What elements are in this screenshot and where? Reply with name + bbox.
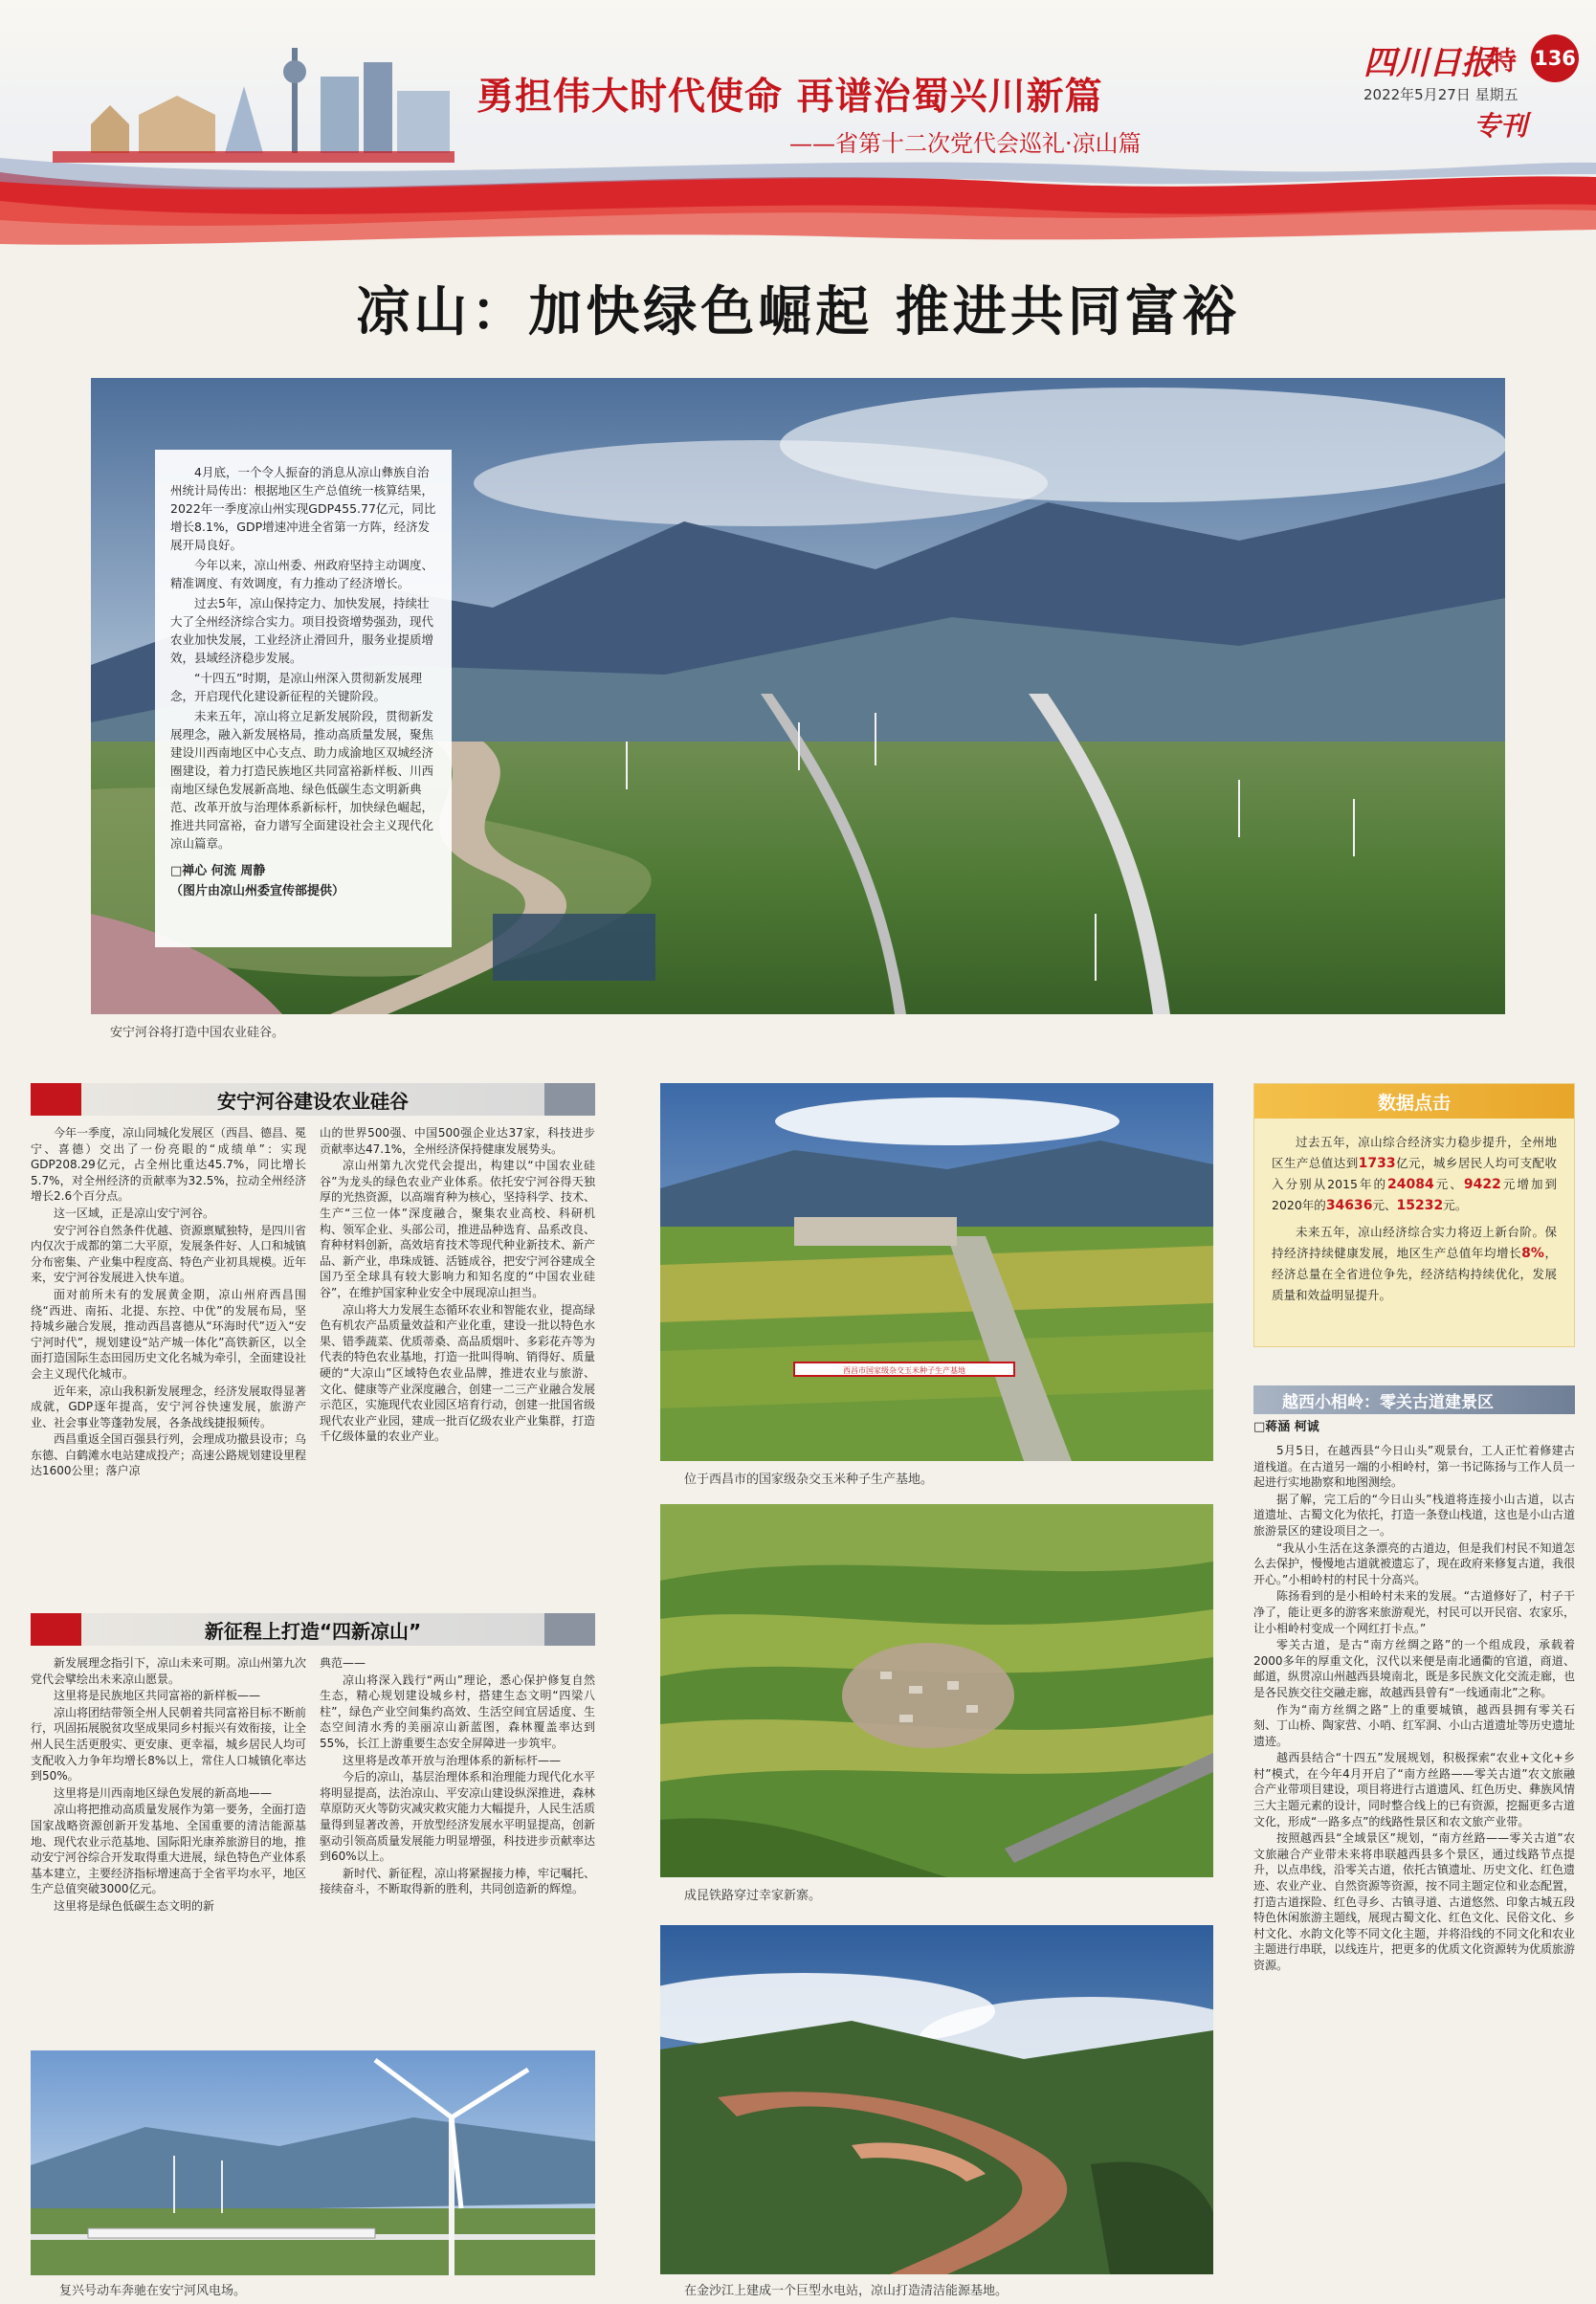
rail-caption: 成昆铁路穿过幸家新寨。 xyxy=(684,1889,822,1903)
paragraph: 安宁河谷自然条件优越、资源禀赋独特，是四川省内仅次于成都的第二大平原，发展条件好、人口和城镇分布密集、产业集中程度高、特色产业初具规模。近年来，安宁河谷发展进入快车道。 xyxy=(31,1223,306,1285)
special-label: 特 xyxy=(1491,47,1517,77)
text: 未来五年，凉山经济综合实力将迈上新台阶。保持经济持续健康发展，地区生产总值年均增长 xyxy=(1272,1225,1557,1260)
hydropower-photo xyxy=(660,1925,1213,2274)
paragraph: 西昌重返全国百强县行列，会理成功撤县设市；乌东德、白鹤滩水电站建成投产；高速公路规划建设里程达1600公里；落户凉 xyxy=(31,1432,306,1478)
paragraph: 山的世界500强、中国500强企业达37家，科技进步贡献率达47.1%，全州经济保持健康发展势头。 xyxy=(320,1126,595,1156)
intro-byline: □禅心 何流 周静 xyxy=(170,864,266,878)
article-column xyxy=(320,1125,595,1580)
data-panel-text xyxy=(1254,1119,1574,1320)
section-heading-yuexi: 越西小相岭：零关古道建景区 xyxy=(1253,1385,1575,1414)
wind-caption: 复兴号动车奔驰在安宁河风电场。 xyxy=(59,2284,247,2298)
paragraph: 新时代、新征程，凉山将紧握接力棒，牢记嘱托、接续奋斗，不断取得新的胜利，共同创造新的辉煌。 xyxy=(320,1866,595,1896)
paragraph: 近年来，凉山我积新发展理念，经济发展取得显著成就，GDP逐年提高，安宁河谷快速发展，旅游产业、社会事业等蓬勃发展，各条战线捷报频传。 xyxy=(31,1384,306,1429)
intro-paragraph: 今年以来，凉山州委、州政府坚持主动调度、精准调度、有效调度，有力推动了经济增长。 xyxy=(170,558,434,590)
field-sign-text: 西昌市国家级杂交玉米种子生产基地 xyxy=(843,1366,965,1375)
hero-caption: 安宁河谷将打造中国农业硅谷。 xyxy=(110,1026,285,1040)
seed-caption: 位于西昌市的国家级杂交玉米种子生产基地。 xyxy=(684,1473,934,1487)
intro-paragraph: 未来五年，凉山将立足新发展阶段，贯彻新发展理念，融入新发展格局，推动高质量发展，聚焦建设川西南地区中心支点、助力成渝地区双城经济圈建设，着力打造民族地区共同富裕新样板、川西南地区绿色发展新高地、绿色低碳生态文明新典范、改革开放与治理体系新标杆，加快绿色崛起，推进共同富裕，奋力谱写全面建设社会主义现代化凉山篇章。 xyxy=(170,709,434,851)
paragraph: 凉山州第九次党代会提出，构建以“中国农业硅谷”为龙头的绿色农业产业体系。依托安宁河谷得天独厚的光热资源，以高端育种为核心，坚持科学、技术、生产“三位一体”深度融合，聚集农业高校、科研机构、领军企业、头部公司，推进品种选育、品系改良、育种材料创新，高效培育技术等现代种业新技术、新产品、新产业，串珠成链、活链成谷，把安宁河谷建成全国乃至全球具有较大影响力和知名度的“中国农业硅谷”，在维护国家种业安全中展现凉山担当。 xyxy=(320,1159,595,1299)
paragraph: 零关古道，是古“南方丝绸之路”的一个组成段，承载着2000多年的厚重文化，汉代以来便是南北通衢的官道，商道、邮道，纵贯凉山州越西县境南北，既是多民族文化交流走廊，也是各民族交往交融走廊，故越西县曾有“一线通南北”之称。 xyxy=(1253,1638,1575,1699)
masthead-logo: 四川日报 xyxy=(1363,44,1494,82)
paragraph: 这里将是改革开放与治理体系的新标杆—— xyxy=(343,1753,562,1767)
paragraph: 凉山将深入践行“两山”理论，悉心保护修复自然生态，精心规划建设城乡村，搭建生态文明“四梁八柱”，绿色产业空间集约高效、生活空间宜居适度、生态空间清水秀的美丽凉山新蓝图，森林覆盖率达到55%，长江上游重要生态安全屏障进一步筑牢。 xyxy=(320,1673,595,1750)
text: 过去五年，凉山综合经济实力稳步提升，全州地区生产总值达到 xyxy=(1272,1135,1557,1170)
paragraph: 这里将是民族地区共同富裕的新样板—— xyxy=(54,1689,261,1703)
intro-paragraph: “十四五”时期，是凉山州深入贯彻新发展理念，开启现代化建设新征程的关键阶段。 xyxy=(170,671,422,703)
gdp-value: 1733 xyxy=(1358,1156,1396,1171)
data-panel xyxy=(1253,1083,1575,1347)
text: 元、 xyxy=(1372,1198,1397,1212)
paragraph: 典范—— xyxy=(320,1656,366,1670)
article-column xyxy=(31,1655,306,2040)
article-column xyxy=(320,1655,595,2040)
intro-paragraph: 过去5年，凉山保持定力、加快发展，持续壮大了全州经济综合实力。项目投资增势强劲，现代农业加快发展，工业经济止滑回升，服务业提质增效，县域经济稳步发展。 xyxy=(170,596,434,665)
banner-subtitle: ——省第十二次党代会巡礼·凉山篇 xyxy=(789,130,1142,157)
rural-income-2020: 15232 xyxy=(1396,1198,1444,1213)
rural-income-2015: 9422 xyxy=(1463,1177,1501,1192)
paragraph: 据了解，完工后的“今日山头”栈道将连接小山古道，以古道遗址、古蜀文化为依托，打造一条登山栈道，这也是小山古道旅游景区的建设项目之一。 xyxy=(1253,1492,1575,1538)
paragraph: “我从小生活在这条漂亮的古道边，但是我们村民不知道怎么去保护，慢慢地古道就被遗忘了，现在政府来修复古道，我很开心。”小相岭村的村民十分高兴。 xyxy=(1253,1540,1575,1586)
railway-village-photo xyxy=(660,1504,1213,1877)
banner-title: 勇担伟大时代使命 再谱治蜀兴川新篇 xyxy=(477,75,1103,119)
paragraph: 今后的凉山，基层治理体系和治理能力现代化水平将明显提高，法治凉山、平安凉山建设纵深推进，森林草原防灭火等防灾减灾救灾能力大幅提升，人民生活质量得到显著改善，开放型经济发展水平明显提高，创新驱动引领高质量发展能力明显增强，科技进步贡献率达到60%以上。 xyxy=(320,1770,595,1864)
paragraph: 今年一季度，凉山同城化发展区（西昌、德昌、冕宁、喜德）交出了一份亮眼的“成绩单”：实现GDP208.29亿元，占全州比重达45.7%，同比增长5.7%，对全州经济的贡献率为32.5%，拉动全州经济增长2.6个百分点。 xyxy=(31,1126,306,1204)
paragraph: 这里将是绿色低碳生态文明的新 xyxy=(54,1898,215,1913)
text: ，经济总量在全省进位争先，经济结构持续优化，发展质量和效益明显提升。 xyxy=(1272,1246,1557,1302)
farmland-image xyxy=(660,1083,1213,1461)
text: 元增加到2020年的 xyxy=(1272,1177,1557,1212)
paragraph: 按照越西县“全域景区”规划，“南方丝路——零关古道”农文旅融合产业带未来将串联越西县多个景区，通过线路节点提升，以点串线，沿零关古道，依托古镇遗址、历史文化、红色遗迹、农业产业、自然资源等资源，按不同主题定位和业态配置，打造古道探险、红色寻乡、古镇寻道、古道悠然、印象古城五段特色休闲旅游主题线，展现古蜀文化、红色文化、民俗文化、乡村文化、水韵文化等不同文化主题，并将沿线的不同文化和农业主题进行串联，以线连片，把更多的优质文化资源转为优质旅游资源。 xyxy=(1253,1831,1575,1972)
page-title: 凉山：加快绿色崛起 推进共同富裕 xyxy=(356,281,1240,343)
paragraph: 这一区域，正是凉山安宁河谷。 xyxy=(54,1206,215,1220)
paragraph: 新发展理念指引下，凉山未来可期。凉山州第九次党代会擘绘出未来凉山愿景。 xyxy=(31,1656,306,1686)
paragraph: 凉山将把推动高质量发展作为第一要务，全面打造国家战略资源创新开发基地、全国重要的清洁能源基地、现代农业示范基地、国际阳光康养旅游目的地，推动安宁河谷综合开发取得重大进展，绿色特色产业体系基本建立，主要经济指标增速高于全省平均水平，地区生产总值突破3000亿元。 xyxy=(31,1803,306,1896)
paragraph: 陈扬看到的是小相岭村未来的发展。“古道修好了，村子干净了，能让更多的游客来旅游观光，村民可以开民宿、农家乐，让小相岭村变成一个网红打卡点。” xyxy=(1253,1589,1575,1635)
page-number-badge: 136 xyxy=(1531,34,1579,82)
text: 元、 xyxy=(1433,1177,1464,1191)
paragraph: 面对前所未有的发展黄金期，凉山州府西昌围绕“西进、南拓、北提、东控、中优”的发展布局，坚持城乡融合发展，推动西昌喜德从“环海时代”迈入“安宁河时代”，规划建设“站产城一体化”高铁新区，以全面打造国际生态田园历史文化名城为牵引，全面建设社会主义现代化城市。 xyxy=(31,1287,306,1381)
article-column xyxy=(1253,1443,1575,2277)
urban-income-2015: 24084 xyxy=(1387,1177,1434,1192)
river-caption: 在金沙江上建成一个巨型水电站，凉山打造清洁能源基地。 xyxy=(684,2284,1009,2298)
city-skyline-illustration xyxy=(53,19,454,163)
photo-credit: （图片由凉山州委宣传部提供） xyxy=(170,884,345,898)
section-heading-four-new: 新征程上打造“四新凉山” xyxy=(31,1613,595,1646)
intro-paragraph: 4月底，一个令人振奋的消息从凉山彝族自治州统计局传出：根据地区生产总值统一核算结果，2022年一季度凉山州实现GDP455.77亿元，同比增长8.1%，GDP增速冲进全省第一方阵，经济发展开局良好。 xyxy=(170,465,436,552)
text: 元。 xyxy=(1443,1198,1468,1212)
wind-turbine-image xyxy=(31,2050,595,2275)
terraced-village-image xyxy=(660,1504,1213,1877)
text: 亿元，城乡居民人均可支配收入分别从2015年的 xyxy=(1272,1156,1557,1191)
seed-base-photo xyxy=(660,1083,1213,1461)
growth-target: 8% xyxy=(1521,1246,1544,1261)
paragraph: 越西县结合“十四五”发展规划，积极探索“农业+文化+乡村”模式，在今年4月开启了“南方丝路——零关古道”农文旅融合产业带项目建设，项目将进行古道遗风、红色历史、彝族风情三大主题元素的设计，同时整合线上的已有资源，挖掘更多古道文化，形成“一路多点”的线路性景区和农文旅产业带。 xyxy=(1253,1751,1575,1828)
urban-income-2020: 34636 xyxy=(1325,1198,1373,1213)
paragraph: 作为“南方丝绸之路”上的重要城镇，越西县拥有零关石刻、丁山桥、陶家营、小哨、红军洞、小山古道遗址等历史遗址遗迹。 xyxy=(1253,1702,1575,1748)
paragraph: 这里将是川西南地区绿色发展的新高地—— xyxy=(54,1785,273,1800)
issue-date: 2022年5月27日 星期五 xyxy=(1363,86,1518,103)
wind-farm-photo xyxy=(31,2050,595,2275)
data-panel-title: 数据点击 xyxy=(1254,1084,1574,1119)
jinsha-river-image xyxy=(660,1925,1213,2274)
paragraph: 5月5日，在越西县“今日山头”观景台，工人正忙着修建古道栈道。在古道另一端的小相岭村，第一书记陈扬与工作人员一起进行实地勘察和地图测绘。 xyxy=(1253,1444,1575,1490)
paragraph: 凉山将团结带领全州人民朝着共同富裕目标不断前行，巩固拓展脱贫攻坚成果同乡村振兴有效衔接，让全州人民生活更殷实、更安康、更幸福，城乡居民人均可支配收入力争年均增长8%以上，常住人口城镇化率达到50%。 xyxy=(31,1705,306,1783)
intro-box xyxy=(155,450,452,947)
edition-label: 专刊 xyxy=(1474,110,1528,142)
section-heading-anning: 安宁河谷建设农业硅谷 xyxy=(31,1083,595,1116)
paragraph: 凉山将大力发展生态循环农业和智能农业，提高绿色有机农产品质量效益和产业化重，建设一批以特色水果、错季蔬菜、优质蒂桑、高品质烟叶、多彩花卉等为代表的特色农业基地，打造一批叫得响、销得好、质量硬的“大凉山”区域特色农业品牌，推进农业与旅游、文化、健康等产业深度融合，创建一二三产业融合发展示范区，实施现代农业园区培育行动，创建一批国省级现代农业产业园，建成一批百亿级农业产业集群，打造千亿级体量的农业产业。 xyxy=(320,1302,595,1444)
byline: □蒋涵 柯诚 xyxy=(1253,1420,1319,1434)
article-column xyxy=(31,1125,306,1580)
